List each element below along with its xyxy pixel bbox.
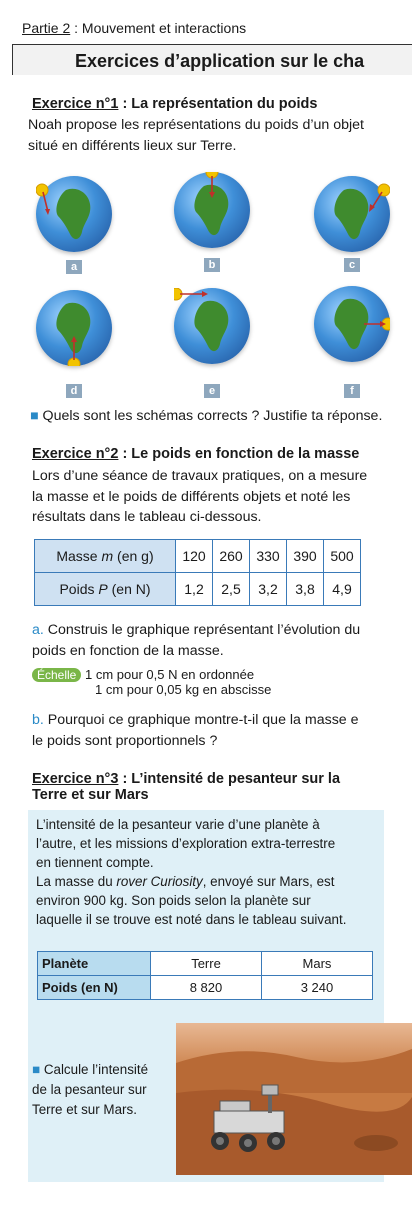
label-b: b xyxy=(204,258,220,272)
ex1-line: situé en différents lieux sur Terre. xyxy=(28,137,237,154)
ex1-heading xyxy=(32,96,317,112)
label-a: a xyxy=(66,260,82,274)
table-row xyxy=(38,976,373,1000)
ex2-text xyxy=(32,466,367,528)
table-cell: 3,2 xyxy=(250,573,287,606)
row-header-masse: Masse m (en g) xyxy=(35,540,176,573)
weight-header: Poids (en N) xyxy=(38,976,151,1000)
part-heading xyxy=(22,20,246,36)
table-row xyxy=(35,540,361,573)
part-subtitle: : Mouvement et interactions xyxy=(70,20,247,36)
label-c: c xyxy=(344,258,360,272)
ex1-number: Exercice n°1 xyxy=(32,96,119,112)
label-e: e xyxy=(204,384,220,398)
table-cell: 500 xyxy=(324,540,361,573)
table-cell: Terre xyxy=(151,952,262,976)
ex1-text xyxy=(28,115,364,156)
echelle-block: Échelle 1 cm pour 0,5 N en ordonnée 1 cm pour 0,05 kg en abscisse xyxy=(32,667,271,697)
ex3-question: ■ Calcule l’intensité de la pesanteur sur Terre et sur Mars. xyxy=(32,1062,149,1117)
table-cell: 330 xyxy=(250,540,287,573)
planet-header: Planète xyxy=(38,952,151,976)
ex3-heading xyxy=(32,771,340,803)
ex2-title: : Le poids en fonction de la masse xyxy=(118,446,360,462)
table-cell: 3,8 xyxy=(287,573,324,606)
table-cell: 8 820 xyxy=(151,976,262,1000)
globe-c xyxy=(314,176,390,252)
globe-d xyxy=(36,290,112,366)
table-cell: 1,2 xyxy=(176,573,213,606)
table-cell: 3 240 xyxy=(262,976,373,1000)
page-title: Exercices d’application sur le cha xyxy=(75,51,365,71)
table-cell: 120 xyxy=(176,540,213,573)
ex2-line: la masse et le poids de différents objets et noté les xyxy=(32,488,351,505)
part-label: Partie 2 xyxy=(22,20,71,36)
globe-a xyxy=(36,176,112,252)
globe-f xyxy=(314,286,390,362)
table-cell: 4,9 xyxy=(324,573,361,606)
table-cell: 2,5 xyxy=(213,573,250,606)
table-cell: 390 xyxy=(287,540,324,573)
bullet-icon: ■ xyxy=(30,408,39,424)
ex1-line: Noah propose les représentations du poids d’un objet xyxy=(28,117,364,133)
ex2-heading xyxy=(32,446,359,462)
ex2-number: Exercice n°2 xyxy=(32,446,119,462)
table-row xyxy=(38,952,373,976)
label-d: d xyxy=(66,384,82,398)
globe-e xyxy=(174,288,250,364)
ex1-title: : La représentation du poids xyxy=(118,96,318,112)
ex3-title: : L’intensité de pesanteur sur la xyxy=(122,771,341,787)
table-cell: Mars xyxy=(262,952,373,976)
label-f: f xyxy=(344,384,360,398)
row-header-poids: Poids P (en N) xyxy=(35,573,176,606)
question-letter-b: b. xyxy=(32,712,44,728)
ex3-text: L’intensité de la pesanteur varie d’une planète à l’autre, et les missions d’exploration extra-terrestre en tiennent compte. La masse du rover Curiosity, envoyé sur Mars, est environ 900 kg. Son poids selon la planète sur laquelle il se trouve est noté dans le tableau suivant. xyxy=(36,817,347,927)
ex3-number: Exercice n°3 xyxy=(32,771,119,787)
ex2-question-a: a. Construis le graphique représentant l’évolution du poids en fonction de la masse. xyxy=(32,622,361,659)
ex1-question xyxy=(30,406,382,427)
ex3-title-2: Terre et sur Mars xyxy=(32,787,149,803)
title-box xyxy=(12,44,412,75)
ex1-question-text: Quels sont les schémas corrects ? Justifie ta réponse. xyxy=(42,408,383,424)
ex2-question-b: b. Pourquoi ce graphique montre-t-il que la masse e le poids sont proportionnels ? xyxy=(32,712,359,749)
echelle-badge: Échelle xyxy=(32,668,81,682)
table-cell: 260 xyxy=(213,540,250,573)
planet-table xyxy=(37,951,373,1000)
question-letter-a: a. xyxy=(32,622,44,638)
bullet-icon: ■ xyxy=(32,1062,41,1077)
ex2-line: résultats dans le tableau ci-dessous. xyxy=(32,509,262,525)
mars-rover-photo xyxy=(176,1023,412,1175)
table-row xyxy=(35,573,361,606)
globe-b xyxy=(174,172,250,248)
ex2-line: Lors d’une séance de travaux pratiques, on a mesure xyxy=(32,468,368,484)
mass-weight-table xyxy=(34,539,361,606)
